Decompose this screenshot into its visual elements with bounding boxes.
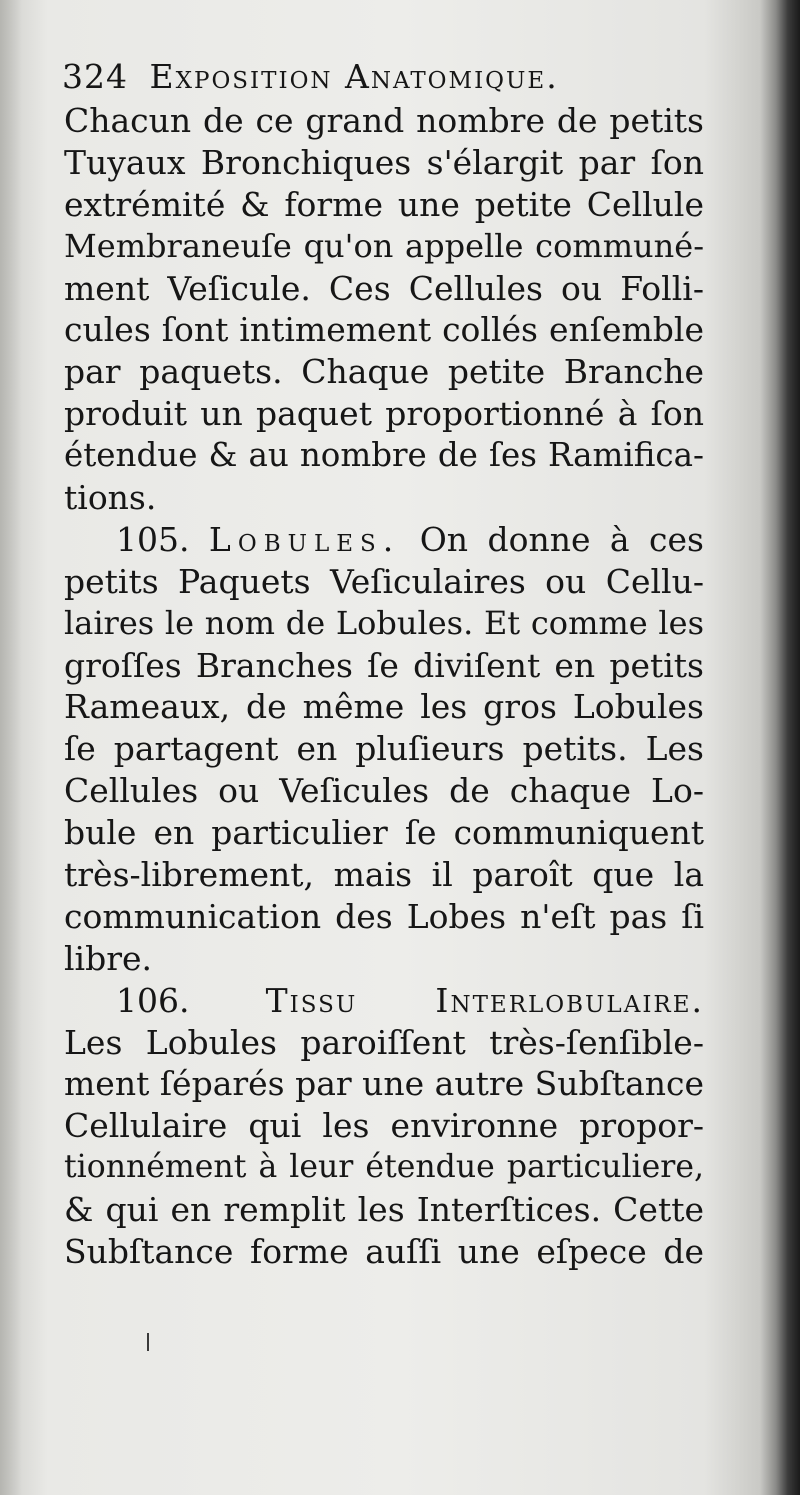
text-line: Les Lobules paroiſſent très-ſenſible- xyxy=(64,1022,704,1062)
section-106-number: 106. xyxy=(116,980,190,1020)
text-line: ment ſéparés par une autre Subſtance xyxy=(64,1064,705,1104)
section-105-heading: Lobules. xyxy=(208,519,401,559)
text-line: Subſtance forme auſſi une eſpece de xyxy=(64,1232,704,1272)
text-line: étendue & au nombre de ſes Ramifica- xyxy=(64,436,704,475)
text-line: Cellules ou Veſicules de chaque Lo- xyxy=(64,771,704,811)
text-line: Tuyaux Bronchiques s'élargit par ſon xyxy=(64,142,704,182)
text-line: produit un paquet proportionné à ſon xyxy=(64,394,704,434)
text-line: groſſes Branches ſe diviſent en petits xyxy=(64,645,704,685)
ink-mark xyxy=(147,1333,149,1351)
text-line: Cellulaire qui les environne propor- xyxy=(64,1106,704,1146)
text-line: petits Paquets Veſiculaires ou Cellu- xyxy=(64,561,704,601)
text-line: & qui en remplit les Interſtices. Cette xyxy=(64,1190,704,1230)
text-line: bule en particulier ſe communiquent xyxy=(64,813,704,853)
section-106-heading: Tissu Interlobulaire. xyxy=(265,980,704,1020)
page-number: 324 xyxy=(62,57,128,96)
text-line: tionnément à leur étendue particuliere, xyxy=(64,1149,704,1186)
body-text xyxy=(64,100,704,1273)
text-line: laires le nom de Lobules. Et comme les xyxy=(64,603,704,642)
text-line: ment Veſicule. Ces Cellules ou Folli- xyxy=(64,268,704,308)
section-105-number: 105. xyxy=(116,519,190,559)
text-line: libre. xyxy=(64,938,153,978)
text-line: Rameaux, de même les gros Lobules xyxy=(64,687,704,727)
text-line: cules ſont intimement collés enſemble xyxy=(64,310,704,350)
page-edge-shadow xyxy=(0,0,22,1495)
text-line: tions. xyxy=(64,478,157,518)
text-line: très-librement, mais il paroît que la xyxy=(64,855,704,895)
text-line: par paquets. Chaque petite Branche xyxy=(64,352,704,392)
running-head-title: Exposition Anatomique. xyxy=(149,57,559,96)
section-105-heading-line xyxy=(64,519,704,561)
text-line: communication des Lobes n'eſt pas ſi xyxy=(64,896,704,936)
running-head xyxy=(62,52,662,102)
text-line: Chacun de ce grand nombre de petits xyxy=(64,101,704,140)
text-line: ſe partagent en pluſieurs petits. Les xyxy=(64,729,704,769)
section-106-heading-line xyxy=(64,980,704,1022)
section-105-first-line: On donne à ces xyxy=(419,519,704,559)
text-line: Membraneuſe qu'on appelle communé- xyxy=(64,226,704,265)
text-line: extrémité & forme une petite Cellule xyxy=(64,184,704,224)
